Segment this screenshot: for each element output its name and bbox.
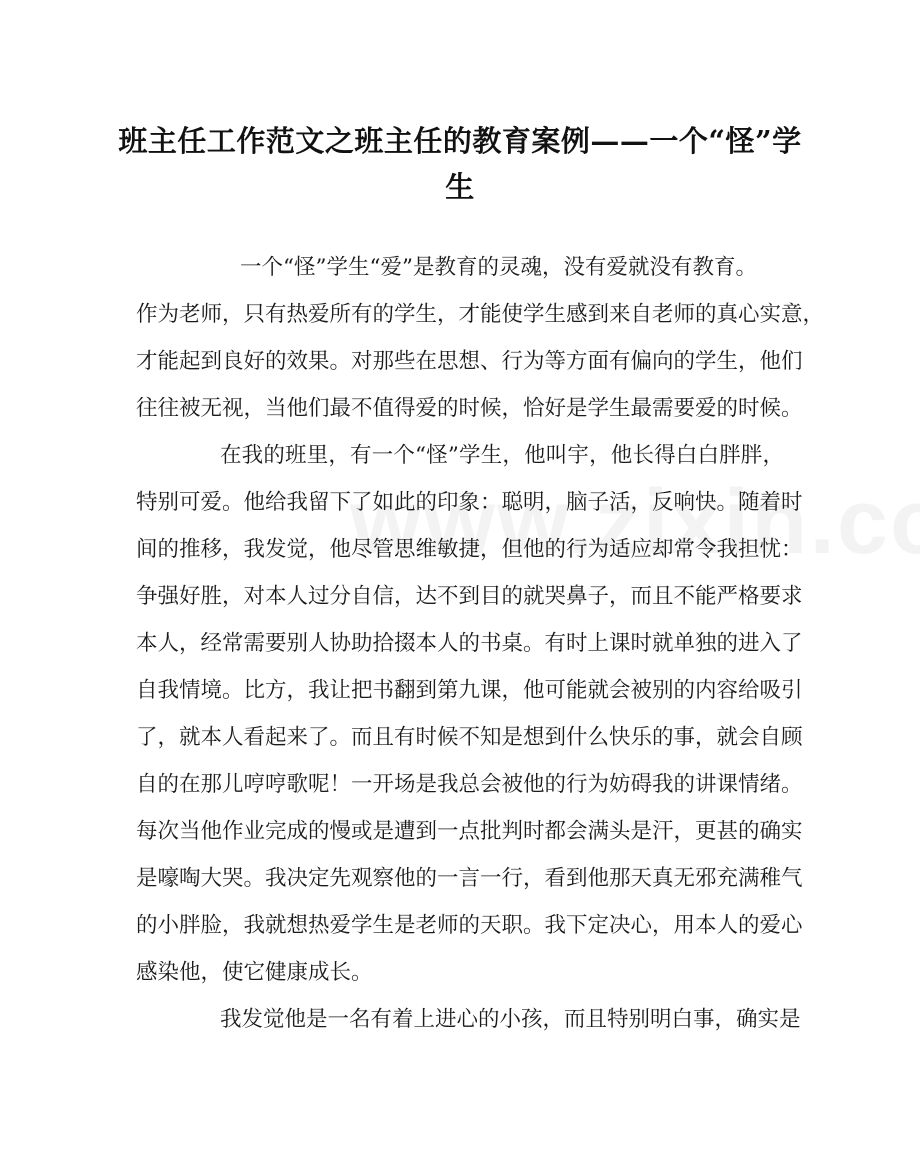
paragraph-line: 在我的班里，有一个“怪”学生，他叫宇，他长得白白胖胖， [220,443,784,468]
paragraph-line: 才能起到良好的效果。对那些在思想、行为等方面有偏向的学生，他们 [136,349,803,374]
paragraph-line: 本人，经常需要别人协助拾掇本人的书桌。有时上课时就单独的进入了 [136,631,803,656]
document-title: 班主任工作范文之班主任的教育案例——一个“怪”学生 [118,124,802,204]
paragraph-line: 作为老师，只有热爱所有的学生，才能使学生感到来自老师的真心实意， [136,302,825,327]
paragraph-line: 一个“怪”学生“爱”是教育的灵魂，没有爱就没有教育。 [240,255,757,280]
paragraph-line: 往往被无视，当他们最不值得爱的时候，恰好是学生最需要爱的时候。 [136,396,803,421]
paragraph-line: 是嚎啕大哭。我决定先观察他的一言一行，看到他那天真无邪充满稚气 [136,866,803,891]
paragraph-line: 每次当他作业完成的慢或是遭到一点批判时都会满头是汗，更甚的确实 [136,819,803,844]
paragraph-line: 我发觉他是一名有着上进心的小孩，而且特别明白事，确实是 [220,1007,801,1032]
paragraph-line: 争强好胜，对本人过分自信，达不到目的就哭鼻子，而且不能严格要求 [136,584,803,609]
paragraph-line: 感染他，使它健康成长。 [136,960,373,985]
paragraph-line: 特别可爱。他给我留下了如此的印象：聪明，脑子活，反响快。随着时 [136,490,803,515]
paragraph-line: 的小胖脸，我就想热爱学生是老师的天职。我下定决心，用本人的爱心 [136,913,803,938]
paragraph-line: 间的推移，我发觉，他尽管思维敏捷，但他的行为适应却常令我担忧： [136,537,803,562]
paragraph-line: 自的在那儿哼哼歌呢！一开场是我总会被他的行为妨碍我的讲课情绪。 [136,772,803,797]
paragraph-line: 了，就本人看起来了。而且有时候不知是想到什么快乐的事，就会自顾 [136,725,803,750]
paragraph-line: 自我情境。比方，我让把书翻到第九课，他可能就会被别的内容给吸引 [136,678,803,703]
